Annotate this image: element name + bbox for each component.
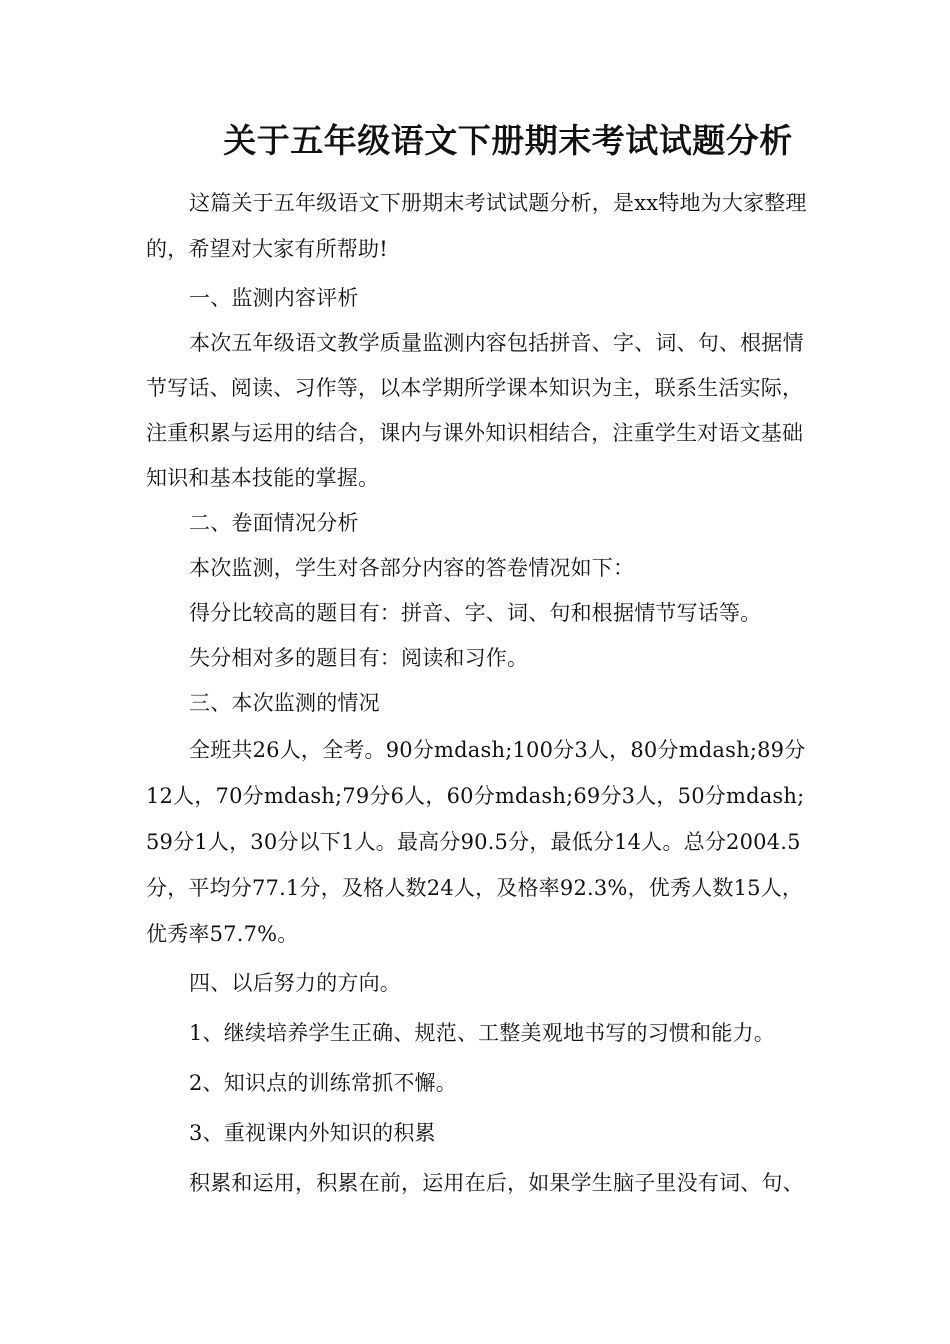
content-paragraph-4: 失分相对多的题目有：阅读和习作。 <box>189 646 529 670</box>
section-heading-1: 一、监测内容评析 <box>189 286 359 310</box>
direction-item-2: 2、知识点的训练常抓不懈。 <box>189 1071 457 1095</box>
section-heading-2: 二、卷面情况分析 <box>189 511 359 535</box>
direction-item-3: 3、重视课内外知识的积累 <box>189 1121 436 1145</box>
section-heading-3: 三、本次监测的情况 <box>189 691 380 715</box>
closing-paragraph: 积累和运用，积累在前，运用在后，如果学生脑子里没有词、句、 <box>189 1171 804 1195</box>
content-paragraph-3: 得分比较高的题目有：拼音、字、词、句和根据情节写话等。 <box>189 601 762 625</box>
section-heading-4: 四、以后努力的方向。 <box>189 971 401 995</box>
document-title: 关于五年级语文下册期末考试试题分析 <box>223 121 793 160</box>
content-paragraph-2: 本次监测，学生对各部分内容的答卷情况如下： <box>189 556 635 580</box>
intro-paragraph: 这篇关于五年级语文下册期末考试试题分析，是xx特地为大家整理的，希望对大家有所帮助! <box>146 191 807 261</box>
statistics-paragraph: 全班共26人，全考。90分mdash;100分3人，80分mdash;89分12人，70分mdash;79分6人，60分mdash;69分3人，50分mdash;59分1人，30分以下1人。最高分90.5分，最低分14人。总分2004.5分，平均分77.1分，及格人数24人，及格率92.3%，优秀人数15人，优秀率57.7%。 <box>146 738 806 946</box>
content-paragraph-1: 本次五年级语文教学质量监测内容包括拼音、字、词、句、根据情节写话、阅读、习作等，以本学期所学课本知识为主，联系生活实际，注重积累与运用的结合，课内与课外知识相结合，注重学生对语文基础知识和基本技能的掌握。 <box>146 331 804 490</box>
document-body <box>146 180 816 1206</box>
direction-item-1: 1、继续培养学生正确、规范、工整美观地书写的习惯和能力。 <box>189 1021 775 1045</box>
